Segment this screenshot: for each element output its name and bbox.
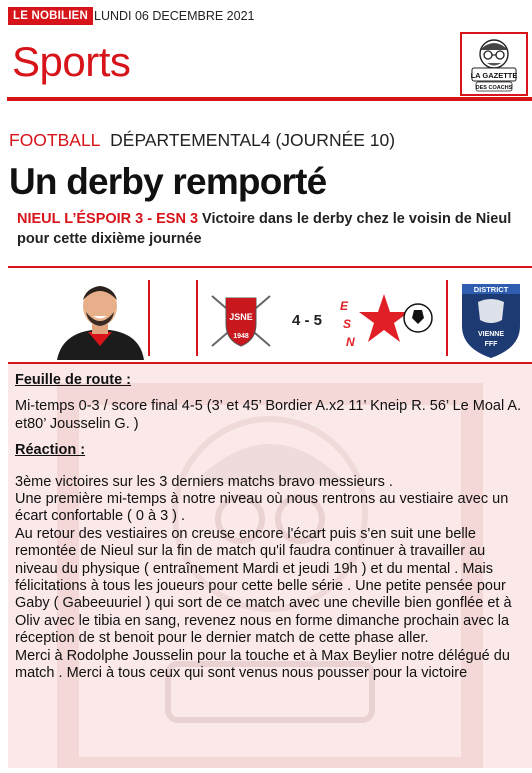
section-rule	[8, 266, 532, 268]
divider	[148, 280, 150, 356]
paragraph: Mi-temps 0-3 / score final 4-5 (3’ et 45’ Bordier A.x2 11’ Kneip R. 56’ Le Moal A. et80’ Jousselin G. )	[15, 398, 522, 432]
divider	[446, 280, 448, 356]
svg-text:S: S	[343, 317, 352, 331]
deck-score: NIEUL L’ÉSPOIR 3 - ESN 3	[17, 211, 199, 227]
paragraph: 3ème victoires sur les 3 derniers matchs bravo messieurs .	[15, 473, 393, 490]
district-logo	[458, 280, 524, 365]
competition-label: DÉPARTEMENTAL4 (JOURNÉE 10)	[110, 130, 396, 150]
header-rule	[7, 97, 532, 101]
coach-portrait	[52, 276, 147, 360]
svg-text:JSNE: JSNE	[229, 312, 253, 322]
paragraph: Merci à Rodolphe Jousselin pour la touche et à Max Beylier notre délégué du match . Merci à tous ceux qui sont venus nous pousser pour la victoire	[15, 647, 510, 682]
svg-text:LA GAZETTE: LA GAZETTE	[470, 71, 518, 80]
newspaper-brand: LE NOBILIEN	[8, 7, 93, 25]
section-heading: Feuille de route :	[15, 372, 132, 388]
svg-text:E: E	[340, 299, 349, 313]
svg-text:1948: 1948	[233, 333, 249, 340]
article-deck	[17, 209, 527, 249]
svg-text:DISTRICT: DISTRICT	[473, 285, 509, 294]
svg-text:DES COACHS: DES COACHS	[475, 85, 513, 91]
match-score: 4 - 5	[292, 312, 323, 329]
divider	[196, 280, 198, 356]
gazette-logo	[460, 32, 528, 96]
paragraph: Au retour des vestiaires on creuse encore l'écart puis s'en suit une belle remontée de Nieul sur la fin de match qu'il faudra continuer à travailler au niveau du physique ( entraînement Mardi et jeudi 19h ) et du mental . Mais félicitations à tous les joueurs pour cette belle série . Une petite pensée pour Gaby ( Gabeeuuriel ) qui sort de ce match avec une cheville bien gonflée et à Oliv avec le tibia en sang, revenez nous en forme dimanche prochain avec la réception de st benoit pour le dernier match de cette phase aller.	[15, 525, 512, 647]
publication-date: LUNDI 06 DECEMBRE 2021	[94, 9, 255, 23]
section-heading: Réaction :	[15, 442, 86, 459]
article-kicker	[9, 129, 395, 151]
svg-text:VIENNE: VIENNE	[477, 331, 505, 338]
sport-label: FOOTBALL	[9, 130, 101, 150]
paragraph: Une première mi-temps à notre niveau où nous rentrons au vestiaire avec un écart confortable ( 0 à 3 ) .	[15, 491, 509, 525]
cartoon-face-icon	[462, 34, 526, 94]
deck-text: Victoire dans le derby chez le voisin de Nieul pour cette dixième journée	[17, 211, 512, 247]
away-team-crest	[336, 288, 436, 357]
svg-text:FFF: FFF	[484, 341, 498, 348]
section-title: Sports	[12, 38, 131, 85]
headline: Un derby remporté	[9, 161, 327, 202]
home-team-crest	[208, 290, 274, 357]
svg-text:N: N	[346, 335, 355, 349]
article-body	[15, 372, 525, 683]
